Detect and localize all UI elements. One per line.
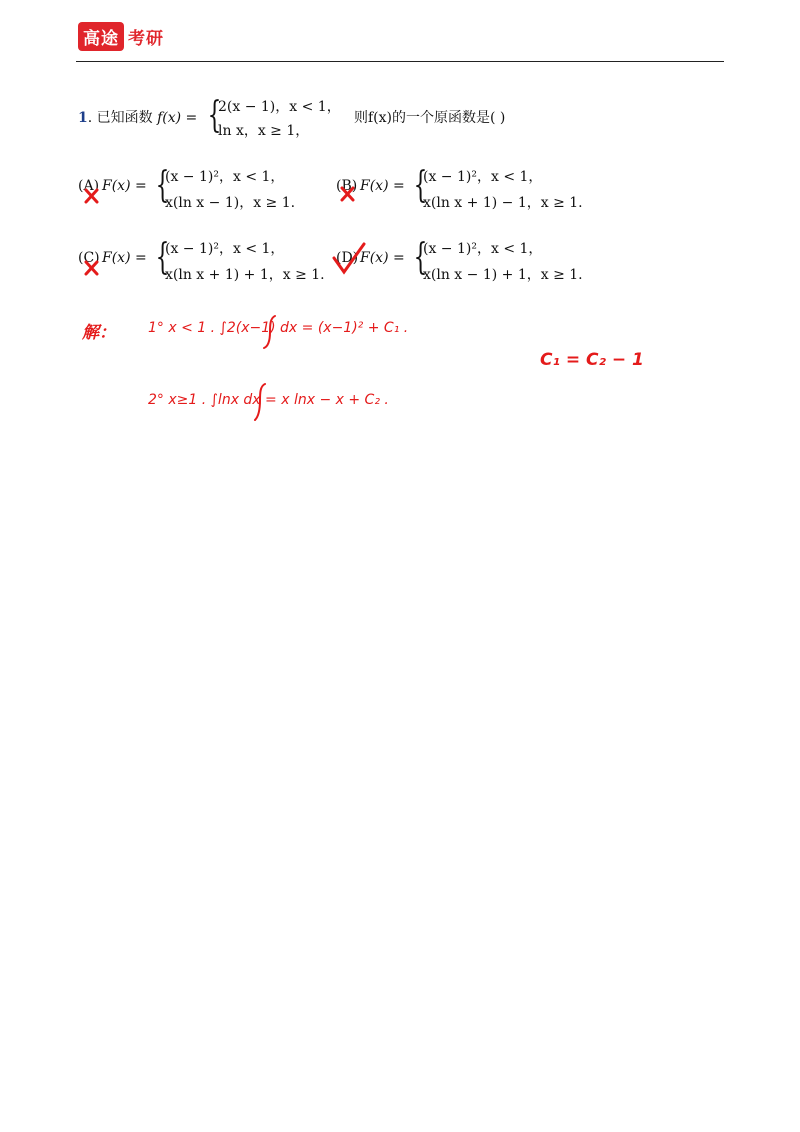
question-case2: ln x，x ≥ 1， [218, 123, 310, 139]
option-d-brace: { [413, 237, 428, 278]
option-b-case1: (x − 1)²，x < 1， [423, 169, 543, 185]
option-a-brace: { [155, 165, 170, 206]
option-c-fx: F(x) = [102, 250, 147, 266]
solve-label: 解： [82, 323, 116, 343]
solution-step-1: 1° x < 1 . ∫2(x−1) dx = (x−1)² + C₁ . [148, 320, 409, 336]
option-d-case1: (x − 1)²，x < 1， [423, 241, 543, 257]
constant-relation: C₁ = C₂ − 1 [540, 350, 644, 370]
option-c-brace: { [155, 237, 170, 278]
option-b-brace: { [413, 165, 428, 206]
logo-text: 考研 [128, 29, 164, 49]
cross-mark-c [86, 262, 97, 274]
solution-step-2: 2° x≥1 . ∫lnx dx = x lnx − x + C₂ . [148, 392, 389, 408]
check-mark-d [334, 244, 364, 272]
question-fx: f(x) = [157, 110, 198, 126]
option-d-label: (D) [336, 250, 359, 266]
option-a-case1: (x − 1)²，x < 1， [165, 169, 285, 185]
option-c-label: (C) [78, 250, 100, 266]
option-b-label: (B) [336, 178, 358, 194]
option-b-fx: F(x) = [360, 178, 405, 194]
question-brace: { [207, 95, 222, 136]
question-suffix: 则f(x)的一个原函数是( ) [354, 110, 506, 126]
option-d-fx: F(x) = [360, 250, 405, 266]
option-a-case2: x(ln x − 1)，x ≥ 1. [165, 195, 296, 211]
option-a-fx: F(x) = [102, 178, 147, 194]
option-b-case2: x(ln x + 1) − 1，x ≥ 1. [423, 195, 583, 211]
option-d-case2: x(ln x − 1) + 1，x ≥ 1. [423, 267, 583, 283]
option-a-label: (A) [78, 178, 100, 194]
question-number: 1 [78, 110, 88, 126]
cross-mark-a [86, 190, 97, 202]
question-case1: 2(x − 1)，x < 1， [218, 99, 341, 115]
option-c-case2: x(ln x + 1) + 1，x ≥ 1. [165, 267, 325, 283]
logo-box: 高途 [78, 22, 124, 51]
option-c-case1: (x − 1)²，x < 1， [165, 241, 285, 257]
cross-mark-b [342, 188, 353, 200]
question-prefix: . 已知函数 [87, 110, 153, 126]
